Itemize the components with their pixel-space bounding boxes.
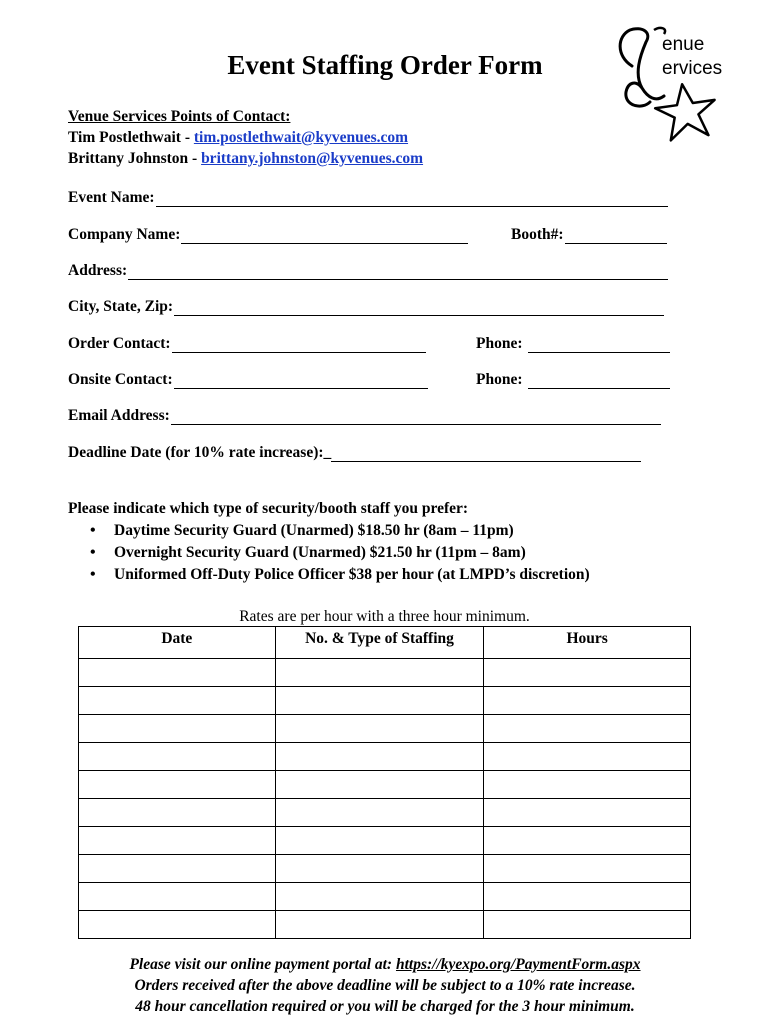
order-phone-field xyxy=(476,335,670,353)
staffing-cell[interactable] xyxy=(275,855,484,883)
page-title: Event Staffing Order Form xyxy=(227,50,543,80)
onsite-phone-input-line[interactable] xyxy=(528,374,670,389)
date-cell[interactable] xyxy=(79,687,276,715)
preference-option: • Daytime Security Guard (Unarmed) $18.50 hr (8am – 11pm) xyxy=(114,520,590,542)
contact-row xyxy=(68,148,423,169)
date-cell[interactable] xyxy=(79,883,276,911)
onsite-contact-field xyxy=(68,371,428,389)
payment-portal-line xyxy=(0,954,770,975)
date-cell[interactable] xyxy=(79,827,276,855)
onsite-contact-input-line[interactable] xyxy=(174,374,428,389)
date-cell[interactable] xyxy=(79,743,276,771)
rates-note: Rates are per hour with a three hour minimum. xyxy=(239,608,530,625)
table-row xyxy=(79,827,691,855)
date-cell[interactable] xyxy=(79,855,276,883)
table-row xyxy=(79,771,691,799)
contact-email-link[interactable]: tim.postlethwait@kyvenues.com xyxy=(193,129,409,146)
portal-prefix: Please visit our online payment portal at: xyxy=(129,956,396,973)
order-contact-field xyxy=(68,335,426,353)
email-address-label: Email Address: xyxy=(68,407,170,424)
order-phone-input-line[interactable] xyxy=(528,338,670,353)
staffing-cell[interactable] xyxy=(275,687,484,715)
table-row xyxy=(79,911,691,939)
hours-cell[interactable] xyxy=(484,771,691,799)
staffing-cell[interactable] xyxy=(275,715,484,743)
table-row xyxy=(79,799,691,827)
staffing-cell[interactable] xyxy=(275,883,484,911)
table-row xyxy=(79,715,691,743)
deadline-input-line[interactable] xyxy=(331,447,641,462)
contact-name: Tim Postlethwait - xyxy=(68,129,194,146)
column-header-staffing: No. & Type of Staffing xyxy=(275,627,484,659)
deadline-field xyxy=(68,444,641,462)
preferences-heading: Please indicate which type of security/booth staff you prefer: xyxy=(68,500,469,517)
footer-notes xyxy=(0,954,770,1017)
address-input-line[interactable] xyxy=(128,265,668,280)
hours-cell[interactable] xyxy=(484,743,691,771)
event-name-label: Event Name: xyxy=(68,189,155,206)
date-cell[interactable] xyxy=(79,911,276,939)
logo-text-line2: ervices xyxy=(662,58,723,79)
order-phone-label: Phone: xyxy=(476,335,523,352)
hours-cell[interactable] xyxy=(484,715,691,743)
date-cell[interactable] xyxy=(79,659,276,687)
event-name-field xyxy=(68,189,668,207)
logo-text-line1: enue xyxy=(662,34,705,55)
staffing-cell[interactable] xyxy=(275,743,484,771)
order-contact-label: Order Contact: xyxy=(68,335,171,352)
cancellation-note: 48 hour cancellation required or you will be charged for the 3 hour minimum. xyxy=(135,998,635,1015)
email-address-input-line[interactable] xyxy=(171,410,661,425)
booth-field xyxy=(511,226,667,244)
hours-cell[interactable] xyxy=(484,659,691,687)
column-header-date: Date xyxy=(79,627,276,659)
booth-input-line[interactable] xyxy=(565,229,667,244)
contact-name: Brittany Johnston - xyxy=(68,150,202,167)
hours-cell[interactable] xyxy=(484,799,691,827)
onsite-phone-label: Phone: xyxy=(476,371,523,388)
company-name-input-line[interactable] xyxy=(181,229,468,244)
city-state-zip-field xyxy=(68,298,664,316)
staff-preferences xyxy=(68,498,590,586)
table-row xyxy=(79,743,691,771)
preference-option: • Overnight Security Guard (Unarmed) $21.50 hr (11pm – 8am) xyxy=(114,542,590,564)
date-cell[interactable] xyxy=(79,715,276,743)
hours-cell[interactable] xyxy=(484,855,691,883)
company-name-field xyxy=(68,226,468,244)
staffing-cell[interactable] xyxy=(275,771,484,799)
deadline-label: Deadline Date (for 10% rate increase):_ xyxy=(68,444,332,461)
onsite-contact-label: Onsite Contact: xyxy=(68,371,173,388)
staffing-cell[interactable] xyxy=(275,911,484,939)
contacts-section xyxy=(68,106,423,169)
date-cell[interactable] xyxy=(79,771,276,799)
table-row xyxy=(79,855,691,883)
staffing-cell[interactable] xyxy=(275,799,484,827)
hours-cell[interactable] xyxy=(484,911,691,939)
table-row xyxy=(79,883,691,911)
date-cell[interactable] xyxy=(79,799,276,827)
column-header-hours: Hours xyxy=(484,627,691,659)
payment-portal-link[interactable]: https://kyexpo.org/PaymentForm.aspx xyxy=(395,956,641,973)
venue-services-logo xyxy=(612,22,744,152)
contacts-heading: Venue Services Points of Contact: xyxy=(68,108,291,125)
event-name-input-line[interactable] xyxy=(156,192,668,207)
address-label: Address: xyxy=(68,262,128,279)
staffing-cell[interactable] xyxy=(275,827,484,855)
hours-cell[interactable] xyxy=(484,883,691,911)
hours-cell[interactable] xyxy=(484,827,691,855)
contact-email-link[interactable]: brittany.johnston@kyvenues.com xyxy=(201,150,424,167)
table-row xyxy=(79,687,691,715)
table-header-row xyxy=(79,627,691,659)
company-name-label: Company Name: xyxy=(68,226,181,243)
table-row xyxy=(79,659,691,687)
city-state-zip-label: City, State, Zip: xyxy=(68,298,174,315)
city-state-zip-input-line[interactable] xyxy=(174,301,664,316)
staffing-table xyxy=(78,626,691,939)
preference-option: • Uniformed Off-Duty Police Officer $38 per hour (at LMPD’s discretion) xyxy=(114,564,590,586)
booth-label: Booth#: xyxy=(511,226,564,243)
address-field xyxy=(68,262,668,280)
contact-row xyxy=(68,127,423,148)
onsite-phone-field xyxy=(476,371,670,389)
preferences-list xyxy=(68,520,590,586)
order-contact-input-line[interactable] xyxy=(172,338,426,353)
staffing-cell[interactable] xyxy=(275,659,484,687)
deadline-note: Orders received after the above deadline will be subject to a 10% rate increase. xyxy=(134,977,636,994)
hours-cell[interactable] xyxy=(484,687,691,715)
email-address-field xyxy=(68,407,661,425)
